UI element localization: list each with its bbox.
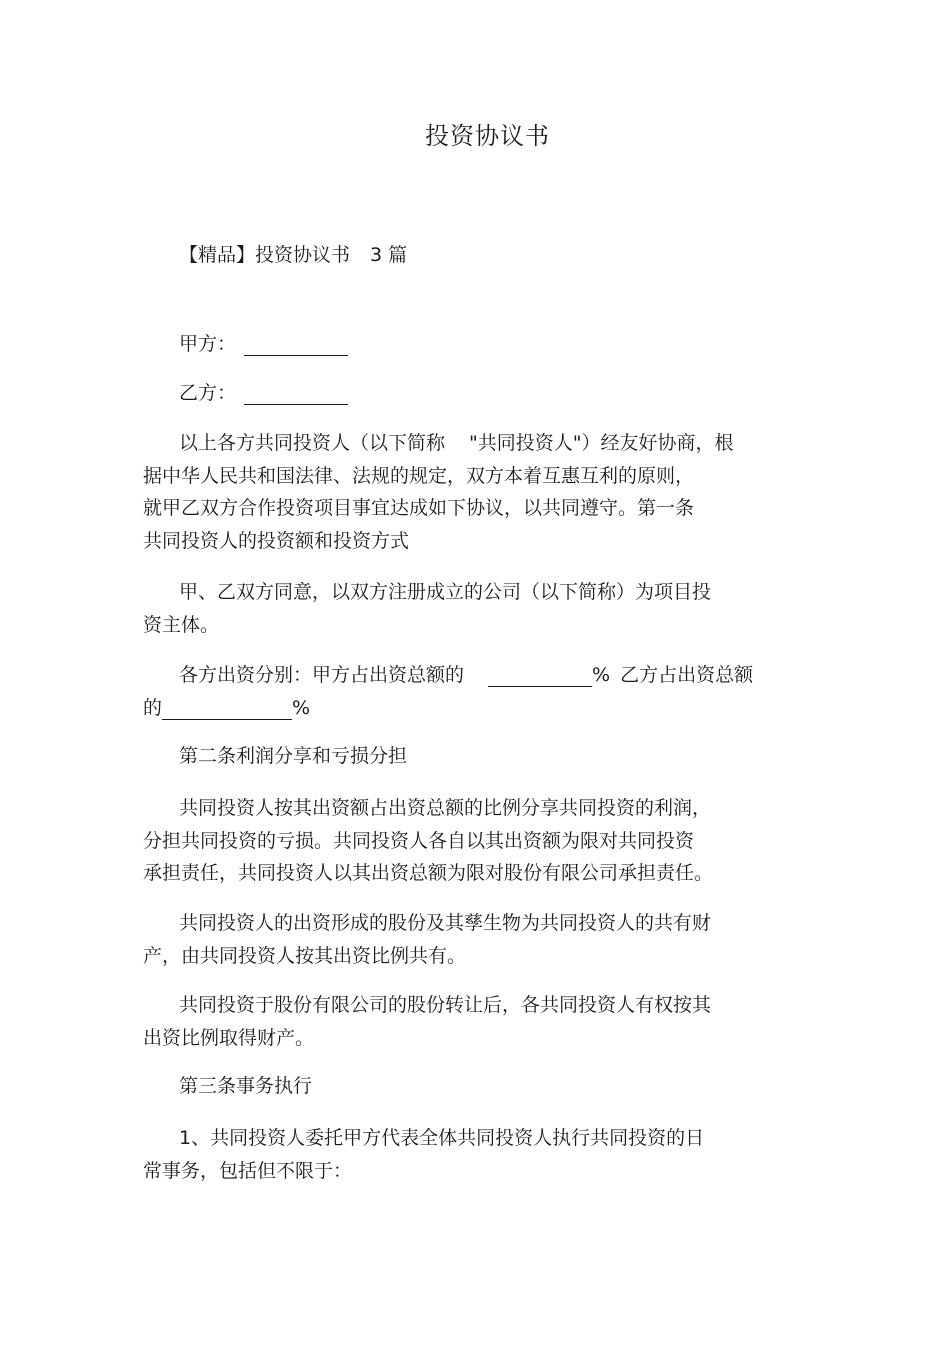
profit-line-1: 共同投资人按其出资额占出资总额的比例分享共同投资的利润， <box>179 797 712 819</box>
contribution-text-3: 的 <box>143 696 163 719</box>
entity-line-1: 甲、乙双方同意，以双方注册成立的公司（以下简称）为项目投 <box>179 581 712 603</box>
intro-line-1a: 以上各方共同投资人（以下简称 <box>179 432 446 454</box>
subtitle-count: 3 篇 <box>370 244 408 266</box>
item1-line-2: 常事务，包括但不限于： <box>143 1159 353 1182</box>
contribution-text-2: 乙方占出资总额 <box>620 664 754 686</box>
article-2-heading: 第二条利润分享和亏损分担 <box>179 745 408 767</box>
intro-line-3: 就甲乙双方合作投资项目事宜达成如下协议，以共同遵守。第一条 <box>143 497 695 519</box>
party-b-label: 乙方： <box>179 382 237 404</box>
document-title: 投资协议书 <box>425 122 550 150</box>
paragraph-profit <box>143 792 803 890</box>
contribution-percent-2: % <box>292 696 311 719</box>
paragraph-transfer <box>143 989 803 1054</box>
paragraph-intro <box>143 427 803 557</box>
shares-line-1: 共同投资人的出资形成的股份及其孳生物为共同投资人的共有财 <box>179 912 712 934</box>
profit-line-3: 承担责任，共同投资人以其出资总额为限对股份有限公司承担责任。 <box>143 862 714 884</box>
party-a-percent-blank <box>488 664 592 687</box>
profit-line-2: 分担共同投资的亏损。共同投资人各自以其出资额为限对共同投资 <box>143 829 695 852</box>
shares-line-2: 产，由共同投资人按其出资比例共有。 <box>143 944 467 967</box>
paragraph-shares <box>143 907 803 972</box>
party-b-percent-blank <box>162 697 292 720</box>
paragraph-entity <box>143 576 803 641</box>
contribution-percent-1: % <box>592 664 611 686</box>
party-b-line <box>179 379 348 407</box>
item1-line-1: 1、共同投资人委托甲方代表全体共同投资人执行共同投资的日 <box>179 1127 705 1149</box>
party-a-blank <box>244 333 348 356</box>
article-3-heading: 第三条事务执行 <box>179 1075 313 1097</box>
transfer-line-1: 共同投资于股份有限公司的股份转让后，各共同投资人有权按其 <box>179 994 712 1016</box>
intro-line-4: 共同投资人的投资额和投资方式 <box>143 529 410 552</box>
intro-line-2: 据中华人民共和国法律、法规的规定，双方本着互惠互利的原则， <box>143 464 695 487</box>
paragraph-contribution <box>143 659 803 724</box>
party-a-label: 甲方： <box>179 333 237 355</box>
subtitle-text: 【精品】投资协议书 <box>179 244 351 266</box>
contribution-text-1: 各方出资分别：甲方占出资总额的 <box>179 664 465 686</box>
party-b-blank <box>244 382 348 405</box>
paragraph-item-1 <box>143 1122 803 1187</box>
entity-line-2: 资主体。 <box>143 613 220 636</box>
document-subtitle <box>179 241 407 269</box>
intro-line-1b: "共同投资人"）经友好协商，根 <box>469 432 734 454</box>
party-a-line <box>179 330 348 358</box>
transfer-line-2: 出资比例取得财产。 <box>143 1026 315 1049</box>
